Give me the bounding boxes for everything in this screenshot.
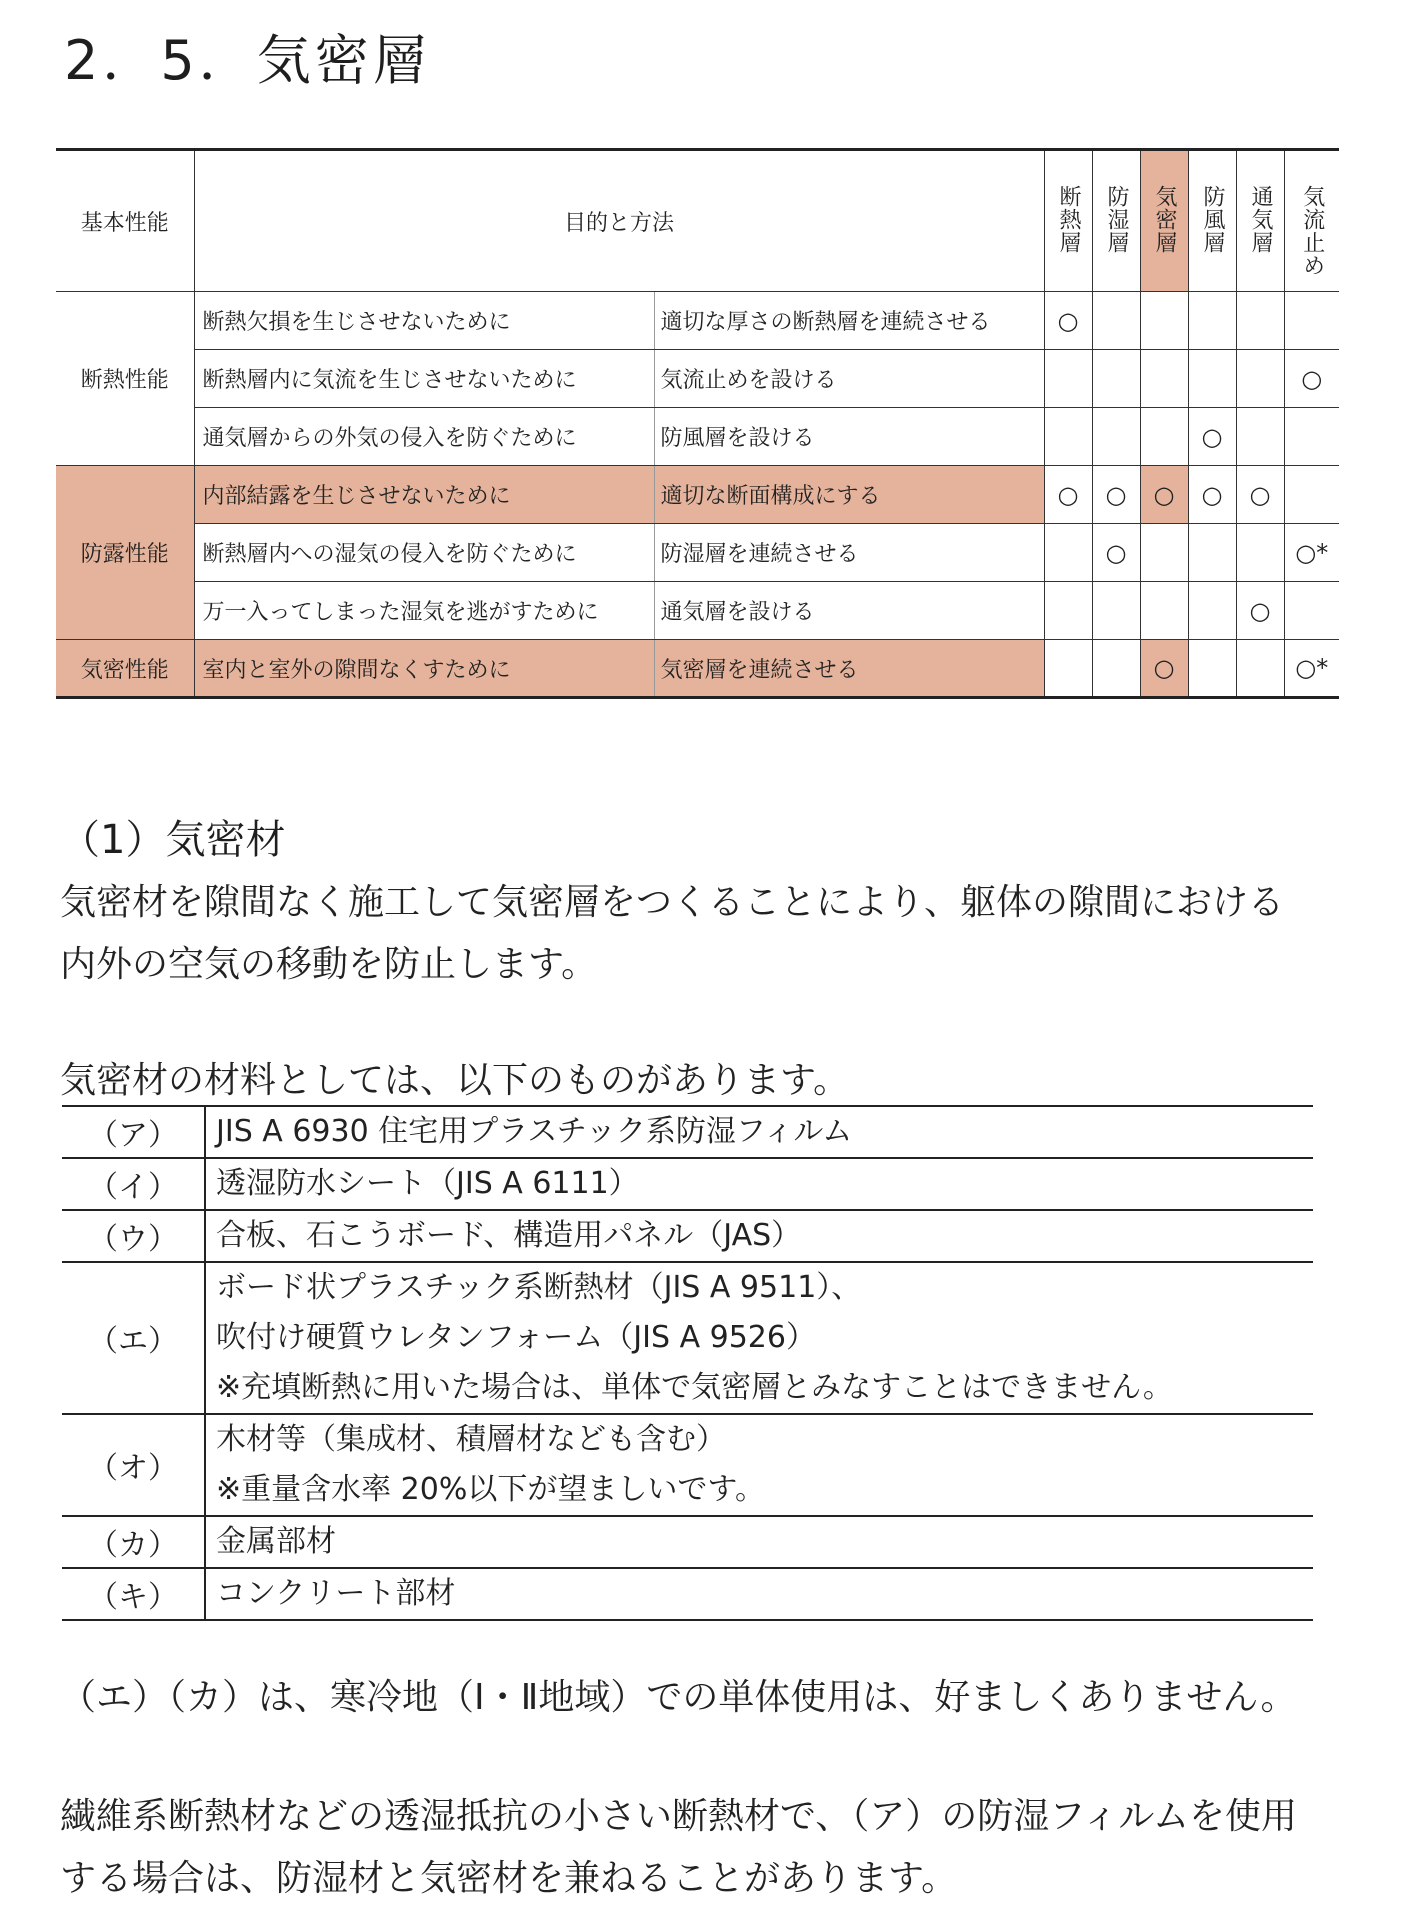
header-layer-windbreak: 防風層 <box>1188 150 1236 292</box>
mark-cell <box>1284 408 1339 466</box>
mark-cell <box>1284 466 1339 524</box>
mark-cell <box>1044 350 1092 408</box>
mark-cell <box>1044 582 1092 640</box>
method-cell: 適切な断面構成にする <box>654 466 1044 524</box>
mark-cell <box>1044 640 1092 698</box>
mark-cell: ○ <box>1044 292 1092 350</box>
mark-cell <box>1140 524 1188 582</box>
text-line: 木材等（集成材、積層材なども含む） <box>216 1422 726 1457</box>
material-key: （カ） <box>62 1516 205 1568</box>
mark-cell <box>1284 582 1339 640</box>
mark-cell <box>1188 582 1236 640</box>
method-cell: 適切な厚さの断熱層を連続させる <box>654 292 1044 350</box>
header-layer-vapor-barrier: 防湿層 <box>1092 150 1140 292</box>
cold-region-note: （エ）（カ）は、寒冷地（Ⅰ・Ⅱ地域）での単体使用は、好ましくありません。 <box>60 1677 1297 1718</box>
category-airtightness: 気密性能 <box>56 640 194 698</box>
page-title: 2．5．気密層 <box>64 29 431 92</box>
table-row <box>62 1516 1313 1568</box>
material-desc <box>205 1414 1313 1516</box>
category-insulation: 断熱性能 <box>56 292 194 466</box>
header-layer-airflow-stop: 気流止め <box>1284 150 1339 292</box>
table-row <box>62 1158 1313 1210</box>
table-row <box>56 524 1339 582</box>
table-row <box>56 408 1339 466</box>
method-cell: 通気層を設ける <box>654 582 1044 640</box>
purpose-cell: 万一入ってしまった湿気を逃がすために <box>194 582 654 640</box>
material-desc <box>205 1262 1313 1414</box>
intro-paragraph <box>60 872 1340 996</box>
purpose-cell: 断熱欠損を生じさせないために <box>194 292 654 350</box>
mark-cell: ○ <box>1284 350 1339 408</box>
mark-cell <box>1236 292 1284 350</box>
table-row <box>56 292 1339 350</box>
header-layer-airtight: 気密層 <box>1140 150 1188 292</box>
purpose-cell: 通気層からの外気の侵入を防ぐために <box>194 408 654 466</box>
mark-cell <box>1092 350 1140 408</box>
mark-cell <box>1236 350 1284 408</box>
table-row <box>56 466 1339 524</box>
mark-cell: ○ <box>1092 466 1140 524</box>
mark-cell <box>1188 350 1236 408</box>
performance-table <box>56 148 1339 699</box>
material-desc: コンクリート部材 <box>205 1568 1313 1620</box>
mark-cell: ○ <box>1188 466 1236 524</box>
purpose-cell: 断熱層内への湿気の侵入を防ぐために <box>194 524 654 582</box>
mark-cell: ○ <box>1044 466 1092 524</box>
purpose-cell: 断熱層内に気流を生じさせないために <box>194 350 654 408</box>
text-line: ボード状プラスチック系断熱材（JIS A 9511）、 <box>216 1270 862 1305</box>
header-layer-insulation: 断熱層 <box>1044 150 1092 292</box>
material-desc: 合板、石こうボード、構造用パネル（JAS） <box>205 1210 1313 1262</box>
mark-cell <box>1092 408 1140 466</box>
table-row <box>62 1106 1313 1158</box>
fiber-insulation-note <box>60 1786 1340 1910</box>
mark-cell <box>1140 582 1188 640</box>
mark-cell: ○ <box>1092 524 1140 582</box>
method-cell: 防湿層を連続させる <box>654 524 1044 582</box>
note-line: ※充填断熱に用いた場合は、単体で気密層とみなすことはできません。 <box>216 1370 1173 1405</box>
header-purpose-method: 目的と方法 <box>194 150 1044 292</box>
materials-intro: 気密材の材料としては、以下のものがあります。 <box>60 1060 850 1101</box>
note-line: ※重量含水率 20%以下が望ましいです。 <box>216 1472 765 1507</box>
mark-cell <box>1140 292 1188 350</box>
category-condensation: 防露性能 <box>56 466 194 640</box>
mark-cell <box>1236 408 1284 466</box>
text-line: 気密材を隙間なく施工して気密層をつくることにより、躯体の隙間における <box>60 882 1285 923</box>
mark-cell: ○* <box>1284 640 1339 698</box>
mark-cell: ○ <box>1236 582 1284 640</box>
material-key: （キ） <box>62 1568 205 1620</box>
text-line: する場合は、防湿材と気密材を兼ねることがあります。 <box>60 1858 958 1899</box>
header-layer-ventilation: 通気層 <box>1236 150 1284 292</box>
mark-cell: ○* <box>1284 524 1339 582</box>
table-row <box>62 1210 1313 1262</box>
material-key: （ウ） <box>62 1210 205 1262</box>
mark-cell <box>1092 292 1140 350</box>
method-cell: 防風層を設ける <box>654 408 1044 466</box>
table-row <box>56 582 1339 640</box>
table-row <box>56 640 1339 698</box>
mark-cell <box>1188 292 1236 350</box>
mark-cell <box>1044 408 1092 466</box>
mark-cell <box>1236 524 1284 582</box>
material-key: （ア） <box>62 1106 205 1158</box>
material-desc: 透湿防水シート（JIS A 6111） <box>205 1158 1313 1210</box>
purpose-cell: 内部結露を生じさせないために <box>194 466 654 524</box>
mark-cell <box>1188 640 1236 698</box>
mark-cell: ○ <box>1140 466 1188 524</box>
material-key: （イ） <box>62 1158 205 1210</box>
mark-cell <box>1140 408 1188 466</box>
section-heading: （1）気密材 <box>60 817 286 863</box>
method-cell: 気流止めを設ける <box>654 350 1044 408</box>
mark-cell: ○ <box>1236 466 1284 524</box>
mark-cell <box>1140 350 1188 408</box>
mark-cell <box>1044 524 1092 582</box>
method-cell: 気密層を連続させる <box>654 640 1044 698</box>
materials-table <box>62 1105 1313 1621</box>
mark-cell <box>1188 524 1236 582</box>
table-row <box>62 1262 1313 1414</box>
text-line: 内外の空気の移動を防止します。 <box>60 944 598 985</box>
mark-cell <box>1092 582 1140 640</box>
mark-cell <box>1236 640 1284 698</box>
mark-cell: ○ <box>1140 640 1188 698</box>
material-key: （オ） <box>62 1414 205 1516</box>
table-row <box>62 1414 1313 1516</box>
material-desc: JIS A 6930 住宅用プラスチック系防湿フィルム <box>205 1106 1313 1158</box>
mark-cell: ○ <box>1188 408 1236 466</box>
material-key: （エ） <box>62 1262 205 1414</box>
mark-cell <box>1284 292 1339 350</box>
table-row <box>56 350 1339 408</box>
text-line: 吹付け硬質ウレタンフォーム（JIS A 9526） <box>216 1320 816 1355</box>
header-basic-performance: 基本性能 <box>56 150 194 292</box>
purpose-cell: 室内と室外の隙間なくすために <box>194 640 654 698</box>
text-line: 繊維系断熱材などの透湿抵抗の小さい断熱材で、（ア）の防湿フィルムを使用 <box>60 1796 1297 1837</box>
mark-cell <box>1092 640 1140 698</box>
table-row <box>62 1568 1313 1620</box>
material-desc: 金属部材 <box>205 1516 1313 1568</box>
